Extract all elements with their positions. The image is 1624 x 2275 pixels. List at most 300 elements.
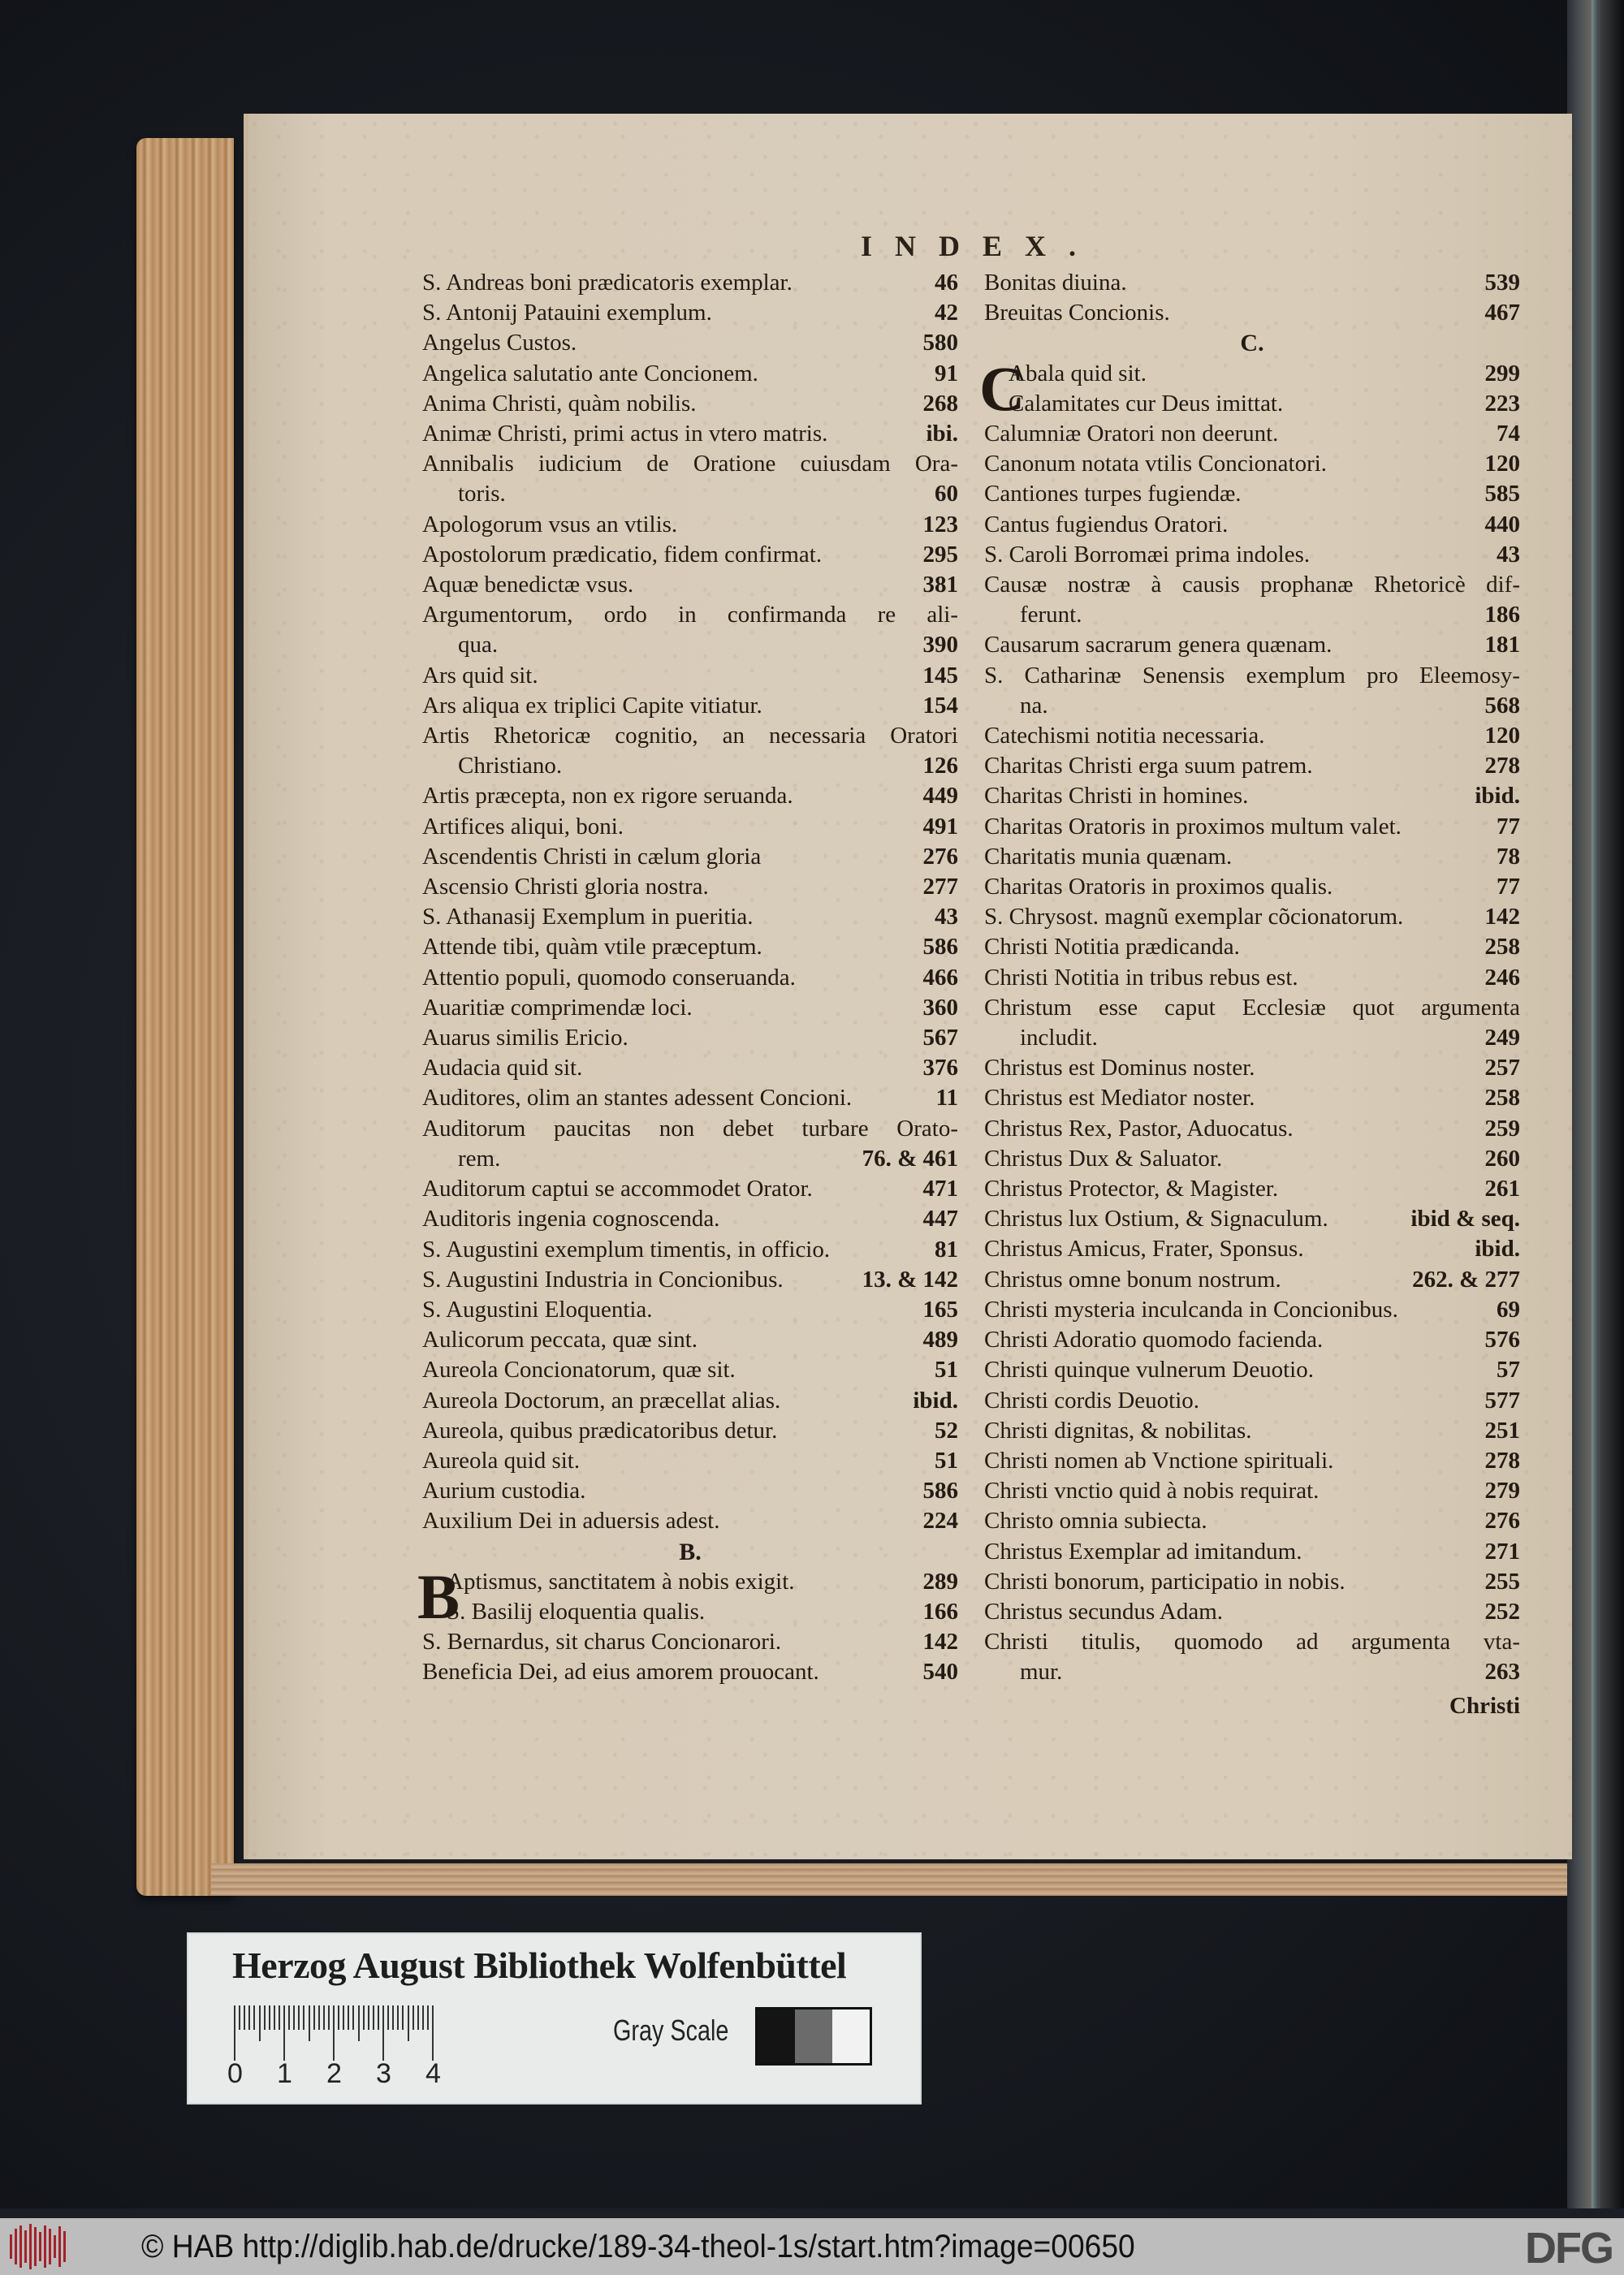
entry-text: Angelus Custos. xyxy=(422,330,577,356)
ruler-tick xyxy=(387,2005,389,2030)
ruler-tick xyxy=(239,2005,240,2030)
ruler-tick xyxy=(269,2005,270,2030)
entry-text: Auarus similis Ericio. xyxy=(422,1025,628,1051)
index-entry xyxy=(984,419,1520,449)
index-entry xyxy=(984,449,1520,479)
index-entry xyxy=(984,812,1520,842)
ruler-tick xyxy=(309,2005,310,2041)
index-entry xyxy=(422,1083,958,1113)
next-page-edge xyxy=(1567,0,1624,2208)
index-entry xyxy=(984,932,1520,962)
page-reference: 491 xyxy=(922,813,958,840)
running-head: INDEX. xyxy=(861,230,1099,262)
ruler-tick xyxy=(417,2005,419,2030)
index-entry xyxy=(1009,389,1520,419)
ruler-scale xyxy=(234,2005,437,2062)
page-reference: 540 xyxy=(922,1659,958,1686)
page-reference: 376 xyxy=(922,1055,958,1081)
dropcap-block xyxy=(417,1561,958,1632)
index-entry xyxy=(422,661,958,691)
page-reference: 577 xyxy=(1484,1387,1520,1414)
ruler-label: 1 xyxy=(277,2058,292,2089)
entry-text: Apologorum vsus an vtilis. xyxy=(422,511,678,537)
page-reference: 42 xyxy=(935,300,958,326)
entry-text: Canonum notata vtilis Concionatori. xyxy=(984,451,1328,477)
entry-text: Ars aliqua ex triplici Capite vitiatur. xyxy=(422,692,762,719)
entry-text: Attentio populi, quomodo conseruanda. xyxy=(422,964,796,991)
ruler-tick xyxy=(422,2005,424,2030)
entry-text: Aquæ benedictæ vsus. xyxy=(422,572,634,598)
entry-text: Aureola quid sit. xyxy=(422,1447,581,1474)
page-reference: 289 xyxy=(922,1568,958,1595)
index-entry xyxy=(422,1506,958,1536)
entry-text: S. Antonij Patauini exemplum. xyxy=(422,300,712,326)
entry-text: Christus lux Ostium, & Signaculum. xyxy=(984,1206,1328,1232)
ruler-tick xyxy=(318,2005,320,2030)
entry-text: Christus est Dominus noster. xyxy=(984,1055,1255,1081)
index-entry xyxy=(984,1144,1520,1174)
ruler-tick xyxy=(248,2005,250,2030)
page-reference: 91 xyxy=(935,360,958,386)
index-entry xyxy=(422,1627,958,1657)
page-reference: ibi. xyxy=(926,421,958,447)
page-reference: 145 xyxy=(922,662,958,689)
index-entry xyxy=(422,510,958,540)
entry-text: Christus Exemplar ad imitandum. xyxy=(984,1538,1302,1565)
page-reference: 568 xyxy=(1484,692,1520,719)
entry-text: Christum esse caput Ecclesiæ quot argumenta xyxy=(984,994,1520,1021)
page-reference: 580 xyxy=(922,330,958,356)
entry-text: Attende tibi, quàm vtile præceptum. xyxy=(422,934,762,961)
page-reference: 263 xyxy=(1484,1659,1520,1686)
page-reference: ibid. xyxy=(1475,783,1520,809)
page-reference: 268 xyxy=(922,390,958,417)
page-reference: 276 xyxy=(922,843,958,870)
entry-text: Ascensio Christi gloria nostra. xyxy=(422,874,709,900)
index-entry xyxy=(984,540,1520,570)
index-entry xyxy=(984,1355,1520,1385)
ruler-tick xyxy=(283,2005,285,2061)
page-reference: 246 xyxy=(1484,964,1520,991)
page-reference: 120 xyxy=(1484,723,1520,749)
entry-text: Breuitas Concionis. xyxy=(984,300,1170,326)
entry-text: Aptismus, sanctitatem à nobis exigit. xyxy=(447,1568,795,1595)
page-reference: 255 xyxy=(1484,1568,1520,1595)
ruler-tick xyxy=(244,2005,245,2030)
entry-text: Aulicorum peccata, quæ sint. xyxy=(422,1327,698,1353)
page-reference: 279 xyxy=(1484,1478,1520,1504)
index-entry xyxy=(422,1204,958,1234)
entry-text: Catechismi notitia necessaria. xyxy=(984,723,1265,749)
index-entry xyxy=(422,328,958,358)
entry-text: Animæ Christi, primi actus in vtero matris. xyxy=(422,421,828,447)
index-entry xyxy=(984,661,1520,721)
dropcap-block xyxy=(979,352,1520,424)
entry-text-continued: qua. xyxy=(458,632,499,658)
page-reference: 181 xyxy=(1484,632,1520,658)
entry-text: Charitatis munia quænam. xyxy=(984,843,1233,870)
entry-text: S. Bernardus, sit charus Concionarori. xyxy=(422,1629,782,1656)
index-entry xyxy=(422,1325,958,1355)
page-reference: 11 xyxy=(935,1085,958,1112)
page-reference: 390 xyxy=(922,632,958,658)
entry-text: Christi titulis, quomodo ad argumenta vta- xyxy=(984,1629,1520,1656)
page-reference: 586 xyxy=(922,1478,958,1504)
page-reference: 585 xyxy=(1484,481,1520,507)
entry-text: Charitas Oratoris in proximos multum valet. xyxy=(984,813,1402,840)
page-reference: 77 xyxy=(1497,874,1520,900)
entry-text: Anima Christi, quàm nobilis. xyxy=(422,390,697,417)
index-entry xyxy=(984,902,1520,932)
page-reference: 51 xyxy=(935,1447,958,1474)
entry-text: Ars quid sit. xyxy=(422,662,538,689)
catchword: Christi xyxy=(1449,1692,1520,1719)
index-entry xyxy=(984,479,1520,509)
index-entry xyxy=(984,510,1520,540)
ruler-tick xyxy=(303,2005,304,2030)
index-entry xyxy=(422,540,958,570)
library-name: Herzog August Bibliothek Wolfenbüttel xyxy=(232,1945,847,1986)
index-entry xyxy=(422,1416,958,1446)
ruler-tick xyxy=(323,2005,325,2030)
entry-text: Aurium custodia. xyxy=(422,1478,586,1504)
index-entry xyxy=(984,963,1520,993)
ruler-tick xyxy=(259,2005,261,2041)
index-entry xyxy=(984,872,1520,902)
entry-text-continued: includit. xyxy=(1020,1025,1098,1051)
entry-text: Calamitates cur Deus imittat. xyxy=(1009,390,1284,417)
index-entry xyxy=(422,268,958,298)
page-reference: 165 xyxy=(922,1296,958,1323)
dfg-logo: DFG xyxy=(1525,2224,1613,2273)
index-entry xyxy=(422,1476,958,1506)
entry-text: Apostolorum prædicatio, fidem confirmat. xyxy=(422,541,823,568)
page-reference: 467 xyxy=(1484,300,1520,326)
entry-text: S. Athanasij Exemplum in pueritia. xyxy=(422,904,754,930)
index-entry xyxy=(984,1083,1520,1113)
index-entry xyxy=(984,781,1520,811)
ruler-tick xyxy=(382,2005,384,2061)
ruler-tick xyxy=(293,2005,295,2030)
page-reference: 46 xyxy=(935,270,958,296)
ruler-tick xyxy=(234,2005,235,2061)
index-entry xyxy=(984,1446,1520,1476)
index-entry xyxy=(984,1325,1520,1355)
entry-text: Angelica salutatio ante Concionem. xyxy=(422,360,758,386)
index-entry xyxy=(422,389,958,419)
page-reference: 81 xyxy=(935,1236,958,1263)
ruler-tick xyxy=(253,2005,255,2030)
index-entry xyxy=(422,1265,958,1295)
index-entry xyxy=(984,721,1520,751)
entry-text: Christi vnctio quid à nobis requirat. xyxy=(984,1478,1320,1504)
page-reference: 440 xyxy=(1484,511,1520,537)
entry-text: Abala quid sit. xyxy=(1009,360,1147,386)
page-reference: 260 xyxy=(1484,1145,1520,1172)
page-reference: 52 xyxy=(935,1417,958,1444)
entry-text: Auditoris ingenia cognoscenda. xyxy=(422,1206,720,1232)
entry-text: Aureola Doctorum, an præcellat alias. xyxy=(422,1387,781,1414)
entry-text: Christi bonorum, participatio in nobis. xyxy=(984,1568,1345,1595)
entry-text: Christi dignitas, & nobilitas. xyxy=(984,1417,1252,1444)
entry-text: Cantus fugiendus Oratori. xyxy=(984,511,1229,537)
entry-text: S. Andreas boni prædicatoris exemplar. xyxy=(422,270,793,296)
entry-text: Christus est Mediator noster. xyxy=(984,1085,1255,1112)
book-fore-edge xyxy=(136,138,234,1896)
page-reference: 258 xyxy=(1484,934,1520,961)
index-entry xyxy=(984,1265,1520,1295)
entry-continuation-line xyxy=(422,751,958,781)
ruler-label: 4 xyxy=(425,2058,441,2089)
index-entry xyxy=(422,721,958,781)
index-entry xyxy=(422,449,958,509)
page-reference: 252 xyxy=(1484,1598,1520,1625)
entry-text: Charitas Christi in homines. xyxy=(984,783,1249,809)
page-reference: 447 xyxy=(922,1206,958,1232)
page-reference: 576 xyxy=(1484,1327,1520,1353)
ruler-tick xyxy=(333,2005,335,2061)
gray-scale-swatch xyxy=(755,2007,872,2066)
page-reference: 586 xyxy=(922,934,958,961)
page-reference: 381 xyxy=(922,572,958,598)
entry-text: Christo omnia subiecta. xyxy=(984,1508,1207,1535)
page-reference: 278 xyxy=(1484,753,1520,779)
page-reference: 76. & 461 xyxy=(862,1145,958,1172)
ruler-tick xyxy=(288,2005,290,2030)
entry-text: Charitas Christi erga suum patrem. xyxy=(984,753,1313,779)
index-entry xyxy=(422,781,958,811)
index-entry xyxy=(984,630,1520,660)
index-entry xyxy=(984,842,1520,872)
index-entry xyxy=(984,268,1520,298)
ruler-tick xyxy=(274,2005,275,2030)
entry-text-continued: Christiano. xyxy=(458,753,563,779)
page-reference: 78 xyxy=(1497,843,1520,870)
entry-text: S. Caroli Borromæi prima indoles. xyxy=(984,541,1311,568)
index-entry xyxy=(422,1446,958,1476)
page-reference: 489 xyxy=(922,1327,958,1353)
index-entry xyxy=(984,1537,1520,1567)
entry-text-continued: rem. xyxy=(458,1145,501,1172)
hab-logo-icon xyxy=(10,2224,68,2269)
page-reference: 259 xyxy=(1484,1115,1520,1142)
page-reference: 142 xyxy=(1484,904,1520,930)
index-column-left xyxy=(417,268,958,1688)
page-reference: ibid & seq. xyxy=(1410,1206,1520,1232)
entry-text: Causæ nostræ à causis prophanæ Rhetoricè dif- xyxy=(984,572,1520,598)
entry-text: Calumniæ Oratori non deerunt. xyxy=(984,421,1279,447)
ruler-tick xyxy=(313,2005,315,2030)
entry-text: Christi Notitia in tribus rebus est. xyxy=(984,964,1298,991)
index-entry xyxy=(422,1386,958,1416)
entry-text: S. Augustini Industria in Concionibus. xyxy=(422,1266,784,1293)
index-entry xyxy=(422,872,958,902)
entry-text: S. Augustini Eloquentia. xyxy=(422,1296,653,1323)
entry-continuation-line xyxy=(422,479,958,509)
gray-patch xyxy=(758,2010,795,2063)
book-bottom-edge xyxy=(211,1863,1567,1896)
entry-text: Christi mysteria inculcanda in Concionibus. xyxy=(984,1296,1398,1323)
page-reference: 186 xyxy=(1484,602,1520,628)
entry-text-continued: ferunt. xyxy=(1020,602,1082,628)
entry-text: Christus Amicus, Frater, Sponsus. xyxy=(984,1236,1304,1263)
page-reference: 360 xyxy=(922,994,958,1021)
entry-text-continued: mur. xyxy=(1020,1659,1063,1686)
entry-text: Annibalis iudicium de Oratione cuiusdam Ora- xyxy=(422,451,958,477)
index-entry xyxy=(422,419,958,449)
index-entry xyxy=(422,1114,958,1174)
index-entry xyxy=(422,1023,958,1053)
entry-text: Christi cordis Deuotio. xyxy=(984,1387,1200,1414)
entry-text: Artifices aliqui, boni. xyxy=(422,813,624,840)
page-reference: 276 xyxy=(1484,1508,1520,1535)
index-entry xyxy=(984,751,1520,781)
index-entry xyxy=(422,691,958,721)
page-reference: ibid. xyxy=(913,1387,958,1414)
entry-text: Argumentorum, ordo in confirmanda re ali- xyxy=(422,602,958,628)
page-reference: 249 xyxy=(1484,1025,1520,1051)
entry-text: Auditores, olim an stantes adessent Concioni. xyxy=(422,1085,853,1112)
ruler-tick xyxy=(358,2005,360,2041)
index-entry xyxy=(984,1386,1520,1416)
index-entry xyxy=(422,993,958,1023)
index-entry xyxy=(422,570,958,600)
index-entry xyxy=(422,1657,958,1687)
gray-scale-label: Gray Scale xyxy=(613,2014,729,2047)
index-entry xyxy=(447,1567,958,1597)
index-entry xyxy=(1009,359,1520,389)
gray-patch xyxy=(832,2010,870,2063)
page-reference: 126 xyxy=(922,753,958,779)
index-entry xyxy=(422,1235,958,1265)
entry-text: Christi Notitia prædicanda. xyxy=(984,934,1240,961)
entry-text-continued: na. xyxy=(1020,692,1048,719)
page-reference: 51 xyxy=(935,1357,958,1384)
ruler-tick xyxy=(412,2005,414,2030)
entry-text: Christus Dux & Saluator. xyxy=(984,1145,1223,1172)
entry-continuation-line xyxy=(984,1023,1520,1053)
page-reference: 466 xyxy=(922,964,958,991)
ruler-tick xyxy=(348,2005,349,2030)
index-entry xyxy=(984,1204,1520,1234)
page-reference: 261 xyxy=(1484,1176,1520,1202)
index-entry xyxy=(447,1597,958,1627)
entry-text: Christus omne bonum nostrum. xyxy=(984,1266,1281,1293)
ruler-tick xyxy=(328,2005,330,2030)
entry-text: S. Chrysost. magnũ exemplar cõcionatorum. xyxy=(984,904,1404,930)
page-reference: 224 xyxy=(922,1508,958,1535)
page-reference: 57 xyxy=(1497,1357,1520,1384)
ruler-tick xyxy=(264,2005,266,2030)
entry-text: Artis præcepta, non ex rigore seruanda. xyxy=(422,783,793,809)
section-heading-b: B. xyxy=(679,1538,702,1565)
page-reference: 251 xyxy=(1484,1417,1520,1444)
page-reference: 539 xyxy=(1484,270,1520,296)
index-entry xyxy=(984,1416,1520,1446)
entry-text: S. Basilij eloquentia qualis. xyxy=(447,1598,706,1625)
entry-text: Christi nomen ab Vnctione spirituali. xyxy=(984,1447,1334,1474)
ruler-tick xyxy=(408,2005,409,2041)
page-reference: 123 xyxy=(922,511,958,537)
ruler-tick xyxy=(392,2005,394,2030)
page-reference: 271 xyxy=(1484,1538,1520,1565)
section-heading-c: C. xyxy=(1240,330,1264,357)
page-reference: 154 xyxy=(922,692,958,719)
index-entry xyxy=(422,1174,958,1204)
page-reference: 43 xyxy=(1497,541,1520,568)
index-entry xyxy=(984,1476,1520,1506)
entry-text: Auxilium Dei in aduersis adest. xyxy=(422,1508,720,1535)
ruler-tick xyxy=(338,2005,339,2030)
ruler-tick xyxy=(427,2005,429,2030)
footer-bar xyxy=(0,2218,1624,2275)
index-entry xyxy=(422,359,958,389)
index-entry xyxy=(984,1506,1520,1536)
entry-continuation-line xyxy=(984,691,1520,721)
entry-text: Beneficia Dei, ad eius amorem prouocant. xyxy=(422,1659,819,1686)
entry-text: Bonitas diuina. xyxy=(984,270,1127,296)
page-reference: 299 xyxy=(1484,360,1520,386)
entry-text: Audacia quid sit. xyxy=(422,1055,583,1081)
ruler-tick xyxy=(378,2005,379,2030)
page-reference: 257 xyxy=(1484,1055,1520,1081)
index-entry xyxy=(422,932,958,962)
library-color-card xyxy=(187,1932,922,2104)
copyright-url[interactable]: © HAB http://diglib.hab.de/drucke/189-34-theol-1s/start.htm?image=00650 xyxy=(141,2228,1135,2264)
ruler-tick xyxy=(402,2005,404,2030)
page-reference: 262. & 277 xyxy=(1412,1266,1520,1293)
ruler-label: 3 xyxy=(376,2058,391,2089)
index-entry xyxy=(422,963,958,993)
index-entry xyxy=(422,902,958,932)
index-entry xyxy=(984,298,1520,328)
entry-continuation-line xyxy=(984,1657,1520,1687)
page-reference: 166 xyxy=(922,1598,958,1625)
index-entry xyxy=(422,842,958,872)
page-reference: ibid. xyxy=(1475,1236,1520,1263)
dropcap-initial: B xyxy=(417,1561,460,1632)
entry-text: S. Augustini exemplum timentis, in officio. xyxy=(422,1236,831,1263)
entry-text: Aureola Concionatorum, quæ sit. xyxy=(422,1357,736,1384)
entry-text: Christus secundus Adam. xyxy=(984,1598,1224,1625)
index-entry xyxy=(984,1567,1520,1597)
entry-text: S. Catharinæ Senensis exemplum pro Eleemosy- xyxy=(984,662,1520,689)
page-reference: 567 xyxy=(922,1025,958,1051)
index-entry xyxy=(984,1295,1520,1325)
ruler-tick xyxy=(279,2005,280,2030)
index-entry xyxy=(422,298,958,328)
page-reference: 77 xyxy=(1497,813,1520,840)
page-reference: 278 xyxy=(1484,1447,1520,1474)
entry-text: Causarum sacrarum genera quænam. xyxy=(984,632,1332,658)
page-reference: 142 xyxy=(922,1629,958,1656)
ruler-label: 2 xyxy=(326,2058,342,2089)
index-entry xyxy=(984,1234,1520,1264)
entry-text: Auditorum captui se accommodet Orator. xyxy=(422,1176,813,1202)
index-entry xyxy=(422,1053,958,1083)
entry-text: Cantiones turpes fugiendæ. xyxy=(984,481,1242,507)
ruler-tick xyxy=(397,2005,399,2030)
entry-text: Aureola, quibus prædicatoribus detur. xyxy=(422,1417,778,1444)
index-entry xyxy=(422,1355,958,1385)
page-reference: 223 xyxy=(1484,390,1520,417)
entry-text: Auditorum paucitas non debet turbare Orato- xyxy=(422,1115,958,1142)
index-entry xyxy=(984,1114,1520,1144)
entry-text: Christus Protector, & Magister. xyxy=(984,1176,1279,1202)
page-reference: 277 xyxy=(922,874,958,900)
index-entry xyxy=(984,1597,1520,1627)
ruler-tick xyxy=(368,2005,369,2030)
